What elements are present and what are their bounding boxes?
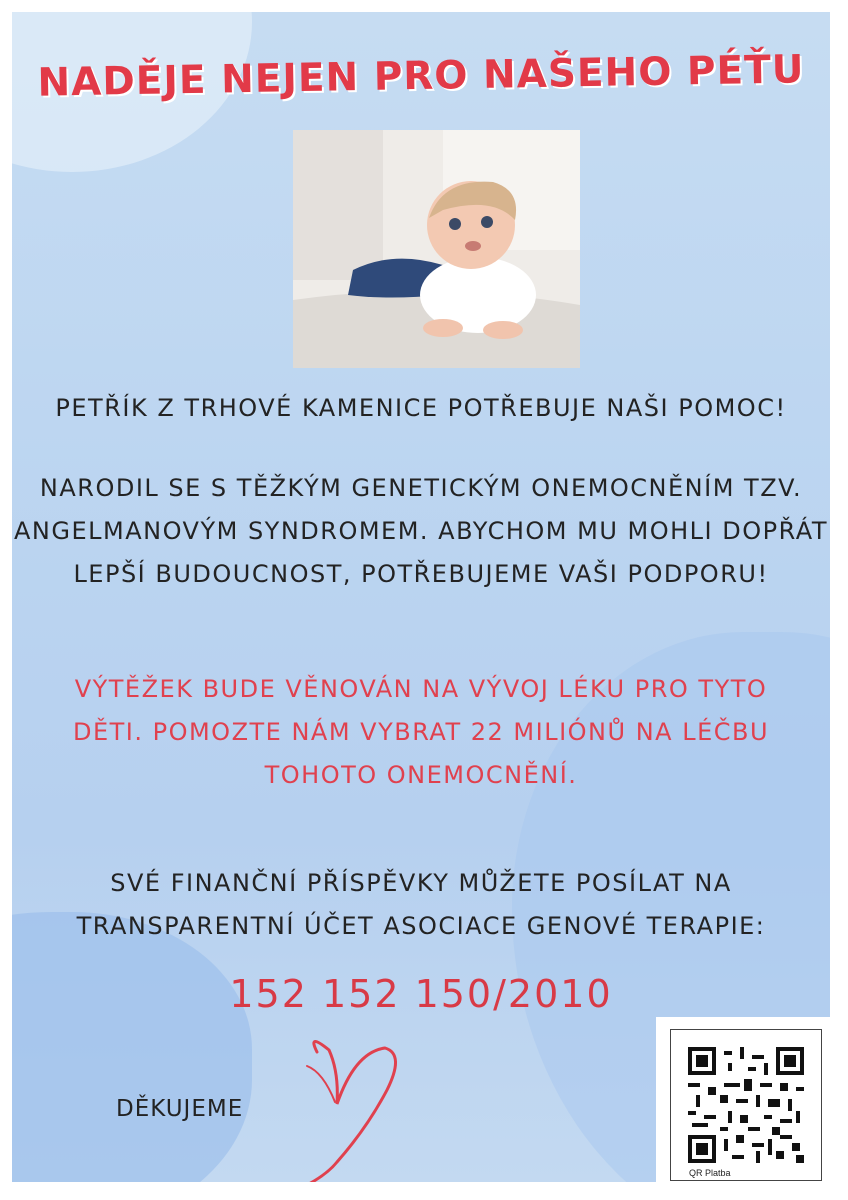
qr-label: QR Platba — [686, 1168, 734, 1178]
baby-photo — [293, 130, 580, 368]
qr-payment — [656, 1017, 830, 1182]
qr-code-icon — [688, 1047, 804, 1163]
text-line: ANGELMANOVÝM SYNDROMEM. ABYCHOM MU MOHLI DOPŘÁT — [13, 517, 829, 545]
text-line: VÝTĚŽEK BUDE VĚNOVÁN NA VÝVOJ LÉKU PRO TYTO — [74, 675, 768, 703]
poster — [12, 12, 830, 1182]
text-line: TRANSPARENTNÍ ÚČET ASOCIACE GENOVÉ TERAPIE: — [76, 912, 766, 940]
fundraising-paragraph — [12, 668, 830, 797]
page-title: NADĚJE NEJEN PRO NAŠEHO PÉŤU — [37, 47, 805, 106]
diagnosis-paragraph — [12, 467, 830, 596]
text-line: TOHOTO ONEMOCNĚNÍ. — [264, 761, 578, 789]
account-number: 152 152 150/2010 — [229, 972, 613, 1016]
text-line: LEPŠÍ BUDOUCNOST, POTŘEBUJEME VAŠI PODPORU! — [73, 560, 769, 588]
decor-blob — [12, 912, 252, 1182]
donation-paragraph — [12, 862, 830, 948]
text-line: SVÉ FINANČNÍ PŘÍSPĚVKY MŮŽETE POSÍLAT NA — [110, 869, 732, 897]
text-line: DĚTI. POMOZTE NÁM VYBRAT 22 MILIÓNŮ NA LÉČBU — [72, 718, 770, 746]
thanks-text: DĚKUJEME — [116, 1096, 244, 1122]
text-line: NARODIL SE S TĚŽKÝM GENETICKÝM ONEMOCNĚNÍM TZV. — [39, 474, 803, 502]
heart-icon — [277, 1032, 417, 1182]
intro-text: PETŘÍK Z TRHOVÉ KAMENICE POTŘEBUJE NAŠI POMOC! — [55, 394, 787, 422]
